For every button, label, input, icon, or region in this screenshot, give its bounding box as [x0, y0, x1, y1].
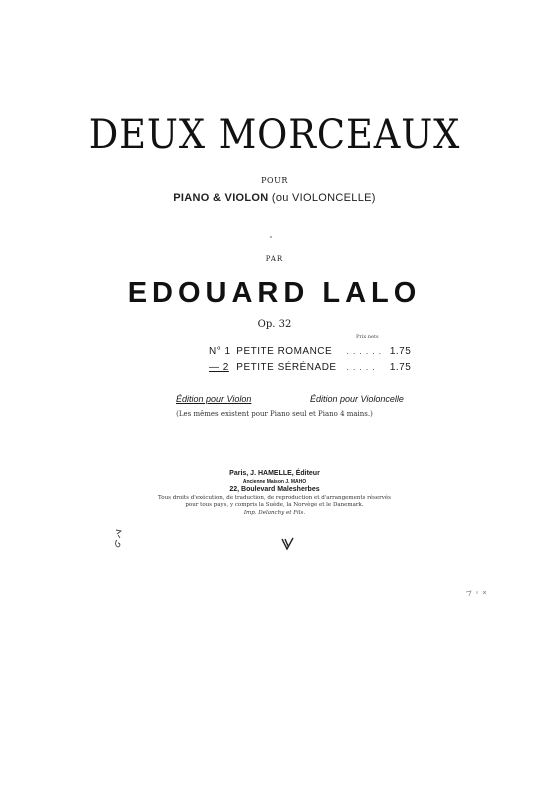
edition-violin: Édition pour Violon: [176, 394, 252, 404]
printer-credit: Imp. Delanchy et Fils.: [243, 510, 306, 516]
leader-dots: . . . . . .: [346, 347, 383, 356]
page-title: DEUX MORCEAUX: [88, 112, 461, 158]
piece-price: 1.75: [389, 346, 412, 357]
price-header: Prix nets: [356, 334, 379, 340]
publisher-address: 22, Boulevard Malesherbes: [229, 486, 320, 493]
pencil-mark-icon: [112, 528, 126, 552]
margin-pencil-mark-icon: [465, 588, 489, 598]
publisher-name: Paris, J. HAMELLE, Éditeur: [229, 470, 320, 477]
leader-dots: . . . . .: [346, 363, 376, 372]
piece-row: [209, 362, 414, 373]
instrumentation-main: PIANO & VIOLON: [173, 192, 269, 204]
also-exist-note: (Les mêmes existent pour Piano seul et Piano 4 mains.): [176, 410, 373, 418]
piece-row: [209, 346, 414, 357]
composer-name: EDOUARD LALO: [127, 277, 422, 309]
rights-notice: Tous droits d'exécution, de traduction, de reproduction et d'arrangements réservés: [158, 495, 391, 501]
piece-price: 1.75: [389, 362, 412, 373]
rights-territory: pour tous pays, y compris la Suède, la Norvège et le Danemark.: [185, 502, 364, 508]
piece-number: — 2: [209, 362, 229, 373]
publisher-emblem-icon: [280, 536, 296, 552]
pour-label: POUR: [261, 176, 288, 185]
publisher-former: Ancienne Maison J. MAHO: [242, 479, 307, 485]
piece-name: PETITE ROMANCE: [236, 346, 333, 357]
piece-number: N° 1: [209, 346, 231, 357]
paper-speck: [270, 236, 272, 238]
par-label: PAR: [265, 255, 284, 263]
instrumentation-alt: (ou VIOLONCELLE): [271, 192, 376, 204]
opus-number: Op. 32: [257, 319, 292, 330]
edition-cello: Édition pour Violoncelle: [310, 394, 404, 404]
piece-name: PETITE SÉRÉNADE: [236, 362, 337, 373]
instrumentation: [0, 192, 549, 204]
